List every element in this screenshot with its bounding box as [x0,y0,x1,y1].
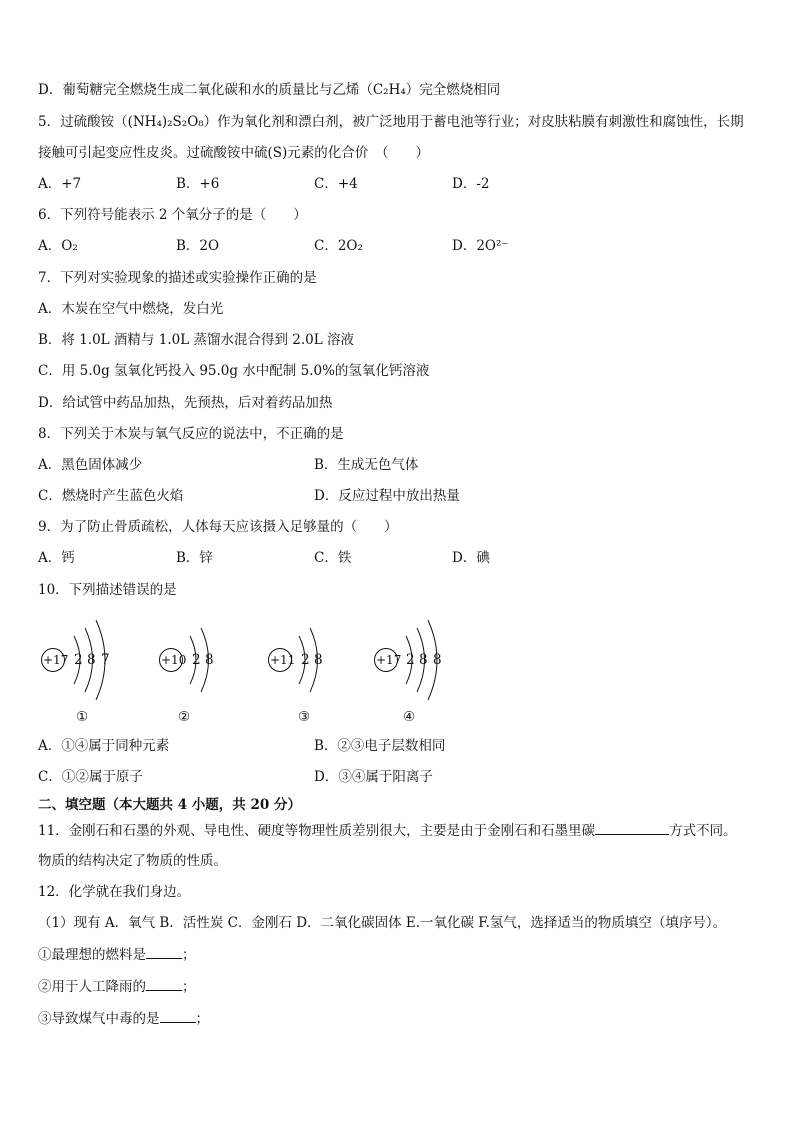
q7-option-b: B．将 1.0L 酒精与 1.0L 蒸馏水混合得到 2.0L 溶液 [38,332,354,348]
atom-1-shell-1: 2 [74,652,83,668]
atom-2-shell-1: 2 [192,652,201,668]
atom-3-label: ③ [298,709,311,725]
q12-item-c-text: ③导致煤气中毒的是 [38,1011,160,1027]
atom-diagram-3 [258,612,338,708]
atom-1-shell-3: 7 [101,652,110,668]
q9-option-d: D．碘 [452,550,490,566]
q11-stem-line1 [38,820,737,841]
q12-item-c-blank[interactable] [160,1008,196,1023]
q8-stem: 8．下列关于木炭与氧气反应的说法中，不正确的是 [38,426,344,442]
q5-option-d: D．-2 [452,176,490,192]
atom-3-nucleus: +11 [270,653,296,667]
q7-option-a: A．木炭在空气中燃烧，发白光 [38,301,224,317]
atom-3-shell-2: 8 [314,652,323,668]
atom-diagram-4 [366,612,456,708]
q9-stem: 9．为了防止骨质疏松，人体每天应该摄入足够量的（ ） [38,519,398,535]
atom-2-shell-2: 8 [205,652,214,668]
q9-option-a: A．钙 [38,550,75,566]
q11-answer-blank[interactable] [595,820,669,835]
atom-4-label: ④ [403,709,416,725]
q8-option-a: A．黑色固体减少 [38,457,143,473]
q9-option-c: C．铁 [314,550,352,566]
q5-option-c: C．+4 [314,176,358,192]
q12-item-b-text: ②用于人工降雨的 [38,979,146,995]
q5-stem-line1: 5．过硫酸铵（(NH₄)₂S₂O₈）作为氧化剂和漂白剂，被广泛地用于蓄电池等行业；对皮肤粘膜有刺激性和腐蚀性，长期 [38,114,744,130]
atom-4-nucleus: +17 [376,653,402,667]
q10-stem: 10．下列描述错误的是 [38,582,177,598]
q8-option-b: B．生成无色气体 [314,457,419,473]
atom-1-nucleus: +17 [43,653,69,667]
atom-3-shell-1: 2 [301,652,310,668]
q6-stem: 6．下列符号能表示 2 个氧分子的是（ ） [38,207,307,223]
q10-option-a: A．①④属于同种元素 [38,738,170,754]
atom-2-nucleus: +10 [161,653,187,667]
q6-option-b: B．2O [176,238,220,254]
q5-option-a: A．+7 [38,176,82,192]
q11-text: 11．金刚石和石墨的外观、导电性、硬度等物理性质差别很大，主要是由于金刚石和石墨里碳 [38,823,596,839]
q7-option-d: D．给试管中药品加热，先预热，后对着药品加热 [38,395,333,411]
q6-option-a: A．O₂ [38,238,78,254]
q12-item-a-blank[interactable] [146,944,182,959]
atom-diagram-2 [150,612,230,708]
q12-part1-item-a [38,944,196,965]
q10-option-c: C．①②属于原子 [38,769,143,785]
q12-item-a-text: ①最理想的燃料是 [38,947,146,963]
q4-option-d: D．葡萄糖完全燃烧生成二氧化碳和水的质量比与乙烯（C₂H₄）完全燃烧相同 [38,82,501,98]
q12-part1-stem: （1）现有 A．氧气 B．活性炭 C．金刚石 D．二氧化碳固体 E.一氧化碳 F.氢气，选择适当的物质填空（填序号）。 [38,915,727,931]
atom-1-label: ① [76,709,89,725]
q11-stem-line2: 物质的结构决定了物质的性质。 [38,853,227,869]
atom-2-label: ② [178,709,191,725]
atom-1-shell-2: 8 [87,652,96,668]
q5-stem-line2: 接触可引起变应性皮炎。过硫酸铵中硫(S)元素的化合价 （ ） [38,145,430,161]
q11-text-tail: 方式不同。 [669,823,737,839]
q12-part1-item-b [38,976,196,997]
q7-option-c: C．用 5.0g 氢氧化钙投入 95.0g 水中配制 5.0%的氢氧化钙溶液 [38,363,430,379]
atom-diagram-1 [34,612,124,708]
q6-option-d: D．2O²⁻ [452,238,509,254]
section-2-heading: 二、填空题（本大题共 4 小题，共 20 分） [38,797,301,813]
atom-4-shell-2: 8 [419,652,428,668]
q6-option-c: C．2O₂ [314,238,363,254]
q7-stem: 7．下列对实验现象的描述或实验操作正确的是 [38,270,317,286]
atom-4-shell-3: 8 [433,652,442,668]
q5-option-b: B．+6 [176,176,220,192]
q12-stem: 12．化学就在我们身边。 [38,884,191,900]
q12-part1-item-c [38,1008,209,1029]
semicolon: ； [195,1011,209,1027]
q10-option-b: B．②③电子层数相同 [314,738,446,754]
q10-option-d: D．③④属于阳离子 [314,769,433,785]
q12-item-b-blank[interactable] [146,976,182,991]
semicolon: ； [182,979,196,995]
q8-option-c: C．燃烧时产生蓝色火焰 [38,488,184,504]
atom-4-shell-1: 2 [406,652,415,668]
q9-option-b: B．锌 [176,550,213,566]
semicolon: ； [182,947,196,963]
q8-option-d: D．反应过程中放出热量 [314,488,460,504]
